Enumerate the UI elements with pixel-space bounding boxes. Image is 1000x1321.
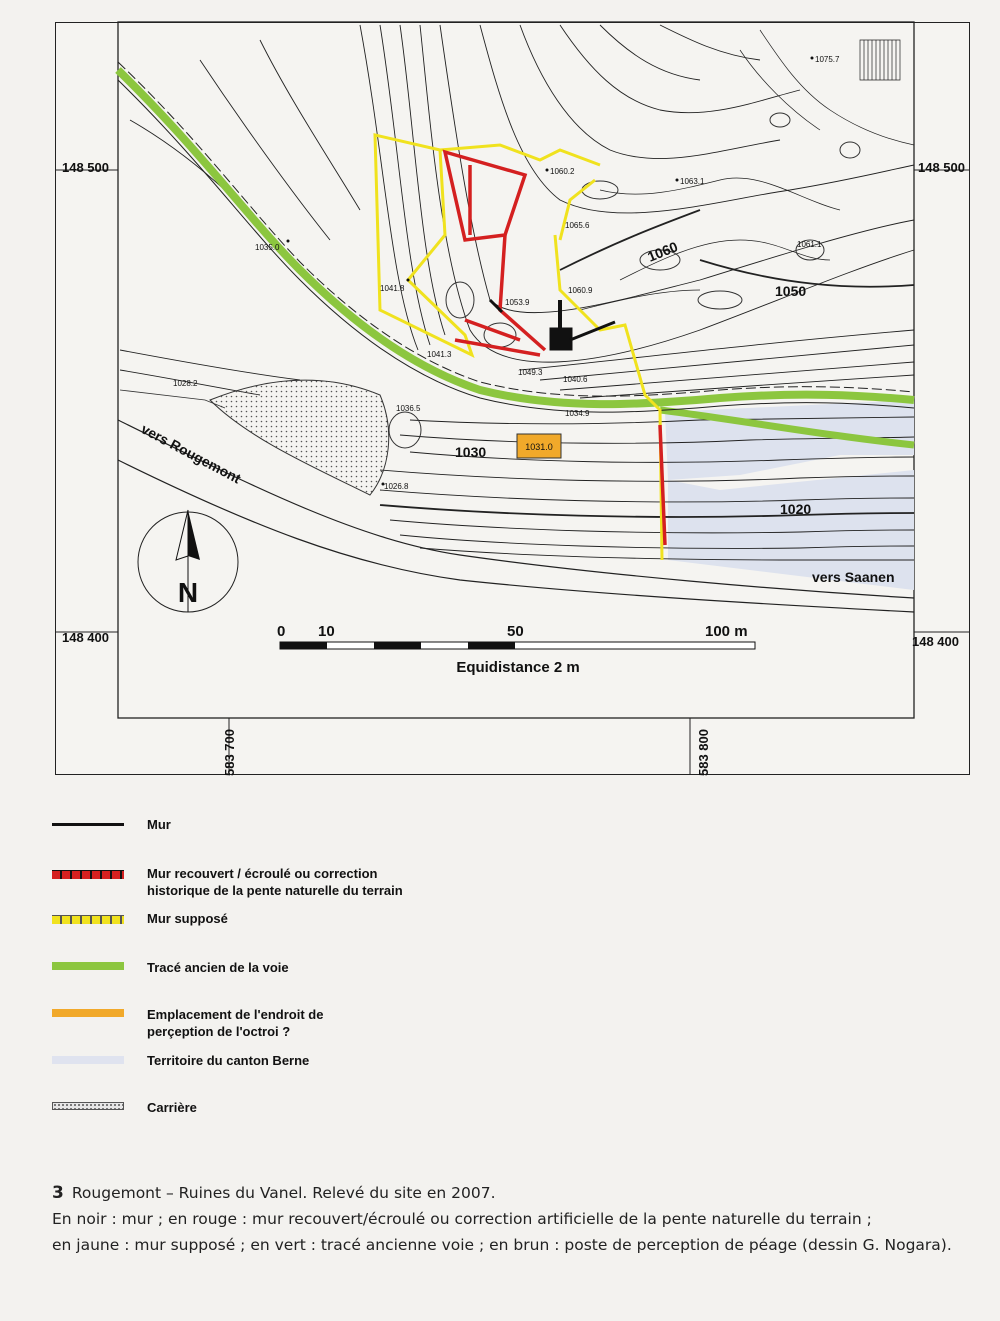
legend-swatch-mur <box>52 823 124 826</box>
spot-height: 1049.3 <box>518 368 543 377</box>
legend-swatch-octroi <box>52 1009 124 1017</box>
toll-area-label: 1031.0 <box>525 442 553 452</box>
scale-bar <box>277 623 755 676</box>
legend-swatch-carriere <box>52 1102 124 1110</box>
caption-title: Rougemont – Ruines du Vanel. Relevé du site en 2007. <box>71 1184 496 1202</box>
legend-label: Mur recouvert / écroulé ou correction historique de la pente naturelle du terrain <box>147 866 403 898</box>
contour-label-1050: 1050 <box>775 283 807 299</box>
legend-item-berne <box>52 1053 652 1096</box>
spot-height: 1075.7 <box>815 55 840 64</box>
contour-labels <box>455 238 811 517</box>
legend-item-mur-suppose <box>52 912 652 952</box>
coord-east-1: 583 700 <box>222 729 237 776</box>
contour-label-1060: 1060 <box>645 238 681 265</box>
scale-tick-0: 0 <box>277 623 286 640</box>
legend-label: Territoire du canton Berne <box>147 1053 310 1068</box>
old-road-green <box>118 70 914 404</box>
scale-tick-50: 50 <box>507 623 524 640</box>
caption-line-2: En noir : mur ; en rouge : mur recouvert/écroulé ou correction artificielle de la pente naturelle du terrain ; <box>52 1210 872 1228</box>
legend-item-octroi <box>52 1008 652 1048</box>
equidistance-label: Equidistance 2 m <box>456 659 580 676</box>
spot-height: 1026.8 <box>384 482 409 491</box>
north-label: N <box>177 577 199 608</box>
road-label-saanen: vers Saanen <box>812 569 895 585</box>
caption-line-1 <box>52 1180 982 1206</box>
legend-label: Emplacement de l'endroit de perçeption de l'octroi ? <box>147 1007 324 1039</box>
legend-swatch-berne <box>52 1056 124 1064</box>
spot-height: 1040.6 <box>563 375 588 384</box>
coord-north-right-2: 148 400 <box>912 634 959 649</box>
coord-east-2: 583 800 <box>696 729 711 776</box>
rocky-slope <box>580 30 914 310</box>
scale-tick-100: 100 m <box>705 623 748 640</box>
spot-height: 1053.9 <box>505 298 530 307</box>
caption-line-3: en jaune : mur supposé ; en vert : tracé ancienne voie ; en brun : poste de perception de péage (dessin G. Nogara). <box>52 1236 952 1254</box>
spot-height: 1060.2 <box>550 167 575 176</box>
legend-item-mur-recouvert <box>52 864 652 904</box>
spot-height: 1060.9 <box>568 286 593 295</box>
coord-north-left-1: 148 500 <box>62 160 109 175</box>
spot-height: 1034.9 <box>565 409 590 418</box>
road-label-rougemont: vers Rougemont <box>138 420 244 487</box>
spot-height: 1065.6 <box>565 221 590 230</box>
spot-height: 1041.8 <box>380 284 405 293</box>
map-inner-border <box>118 22 914 718</box>
coord-north-right-1: 148 500 <box>918 160 965 175</box>
spot-height: 1041.3 <box>427 350 452 359</box>
legend-label: Mur <box>147 817 171 832</box>
legend-item-voie <box>52 960 652 1000</box>
spot-height: 1028.2 <box>173 379 198 388</box>
legend-item-carriere <box>52 1102 652 1142</box>
legend-item-mur <box>52 812 652 852</box>
figure-caption <box>52 1180 982 1258</box>
legend-label: Mur supposé <box>147 911 228 926</box>
spot-height: 1063.1 <box>680 177 705 186</box>
legend-label: Carrière <box>147 1100 197 1115</box>
legend-swatch-mur-suppose <box>52 915 124 924</box>
legend-swatch-voie <box>52 962 124 970</box>
contour-label-1030: 1030 <box>455 444 487 460</box>
legend-swatch-mur-recouvert <box>52 870 124 879</box>
north-arrow <box>138 510 238 612</box>
spot-height: 1061.1 <box>797 240 822 249</box>
legend-label: Tracé ancien de la voie <box>147 960 289 975</box>
contour-label-1020: 1020 <box>780 501 812 517</box>
coord-north-left-2: 148 400 <box>62 630 109 645</box>
scale-tick-10: 10 <box>318 623 335 640</box>
spot-height: 1036.5 <box>396 404 421 413</box>
caption-number: 3 <box>52 1183 64 1203</box>
spot-height: 1035.0 <box>255 243 280 252</box>
